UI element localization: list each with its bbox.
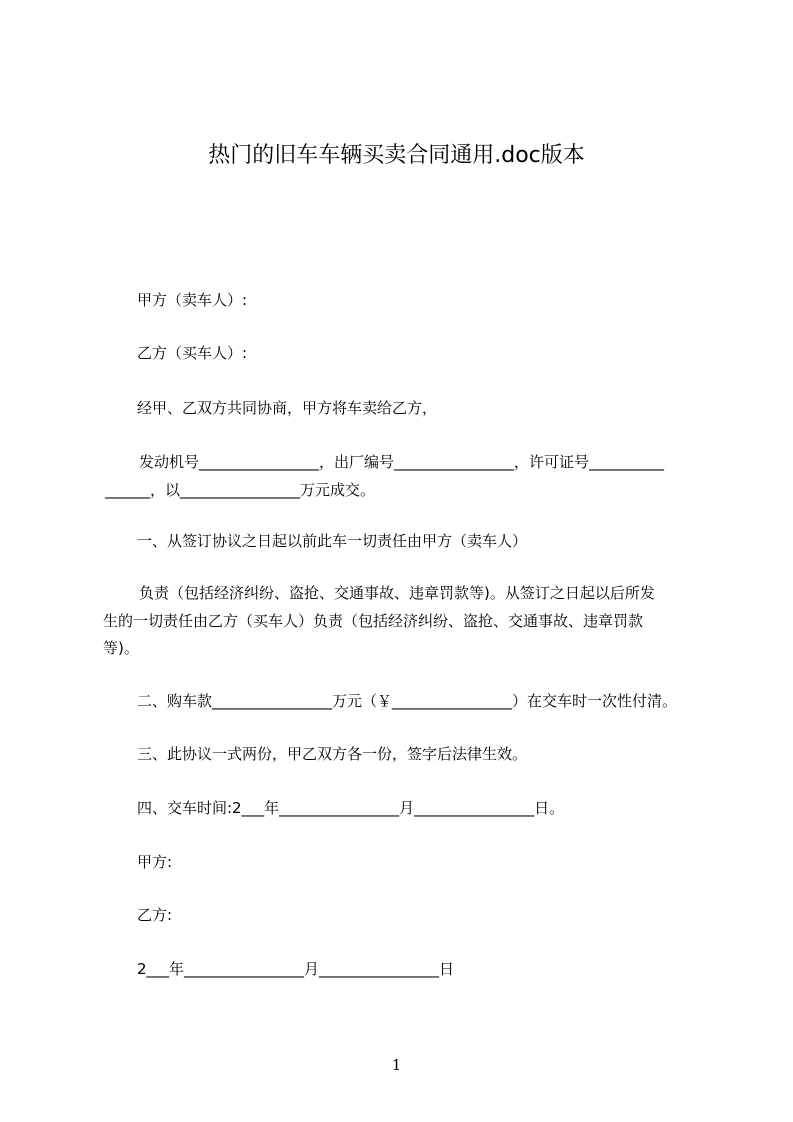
signature-party-b: 乙方:	[137, 906, 173, 924]
engine-number-line: 发动机号________________，出厂编号________________，许可证号__________	[139, 453, 665, 471]
clause-2: 二、购车款________________万元（￥________________）在交车时一次性付清。	[137, 692, 678, 710]
clause-1-line-3: 生的一切责任由乙方（买车人）负责（包括经济纠纷、盗抢、交通事故、违章罚款	[103, 612, 644, 630]
clause-1-line-2: 负责（包括经济纠纷、盗抢、交通事故、违章罚款等)。从签订之日起以后所发	[139, 584, 655, 602]
page-number: 1	[391, 1056, 402, 1074]
intro-paragraph: 经甲、乙双方共同协商，甲方将车卖给乙方，	[137, 399, 438, 417]
clause-1-line-4: 等)。	[103, 639, 139, 657]
clause-4: 四、交车时间:2___年________________月________________日。	[137, 799, 565, 817]
party-a-label: 甲方（卖车人）:	[137, 291, 248, 309]
document-title: 热门的旧车车辆买卖合同通用.doc版本	[208, 143, 585, 168]
signature-date: 2___年________________月________________日	[137, 960, 455, 978]
party-b-label: 乙方（买车人）:	[137, 344, 248, 362]
signature-party-a: 甲方:	[137, 853, 173, 871]
clause-3: 三、此协议一式两份，甲乙双方各一份，签字后法律生效。	[137, 745, 528, 763]
clause-1-heading: 一、从签订协议之日起以前此车一切责任由甲方（卖车人）	[137, 532, 528, 550]
price-line: ______，以________________万元成交。	[105, 481, 376, 499]
